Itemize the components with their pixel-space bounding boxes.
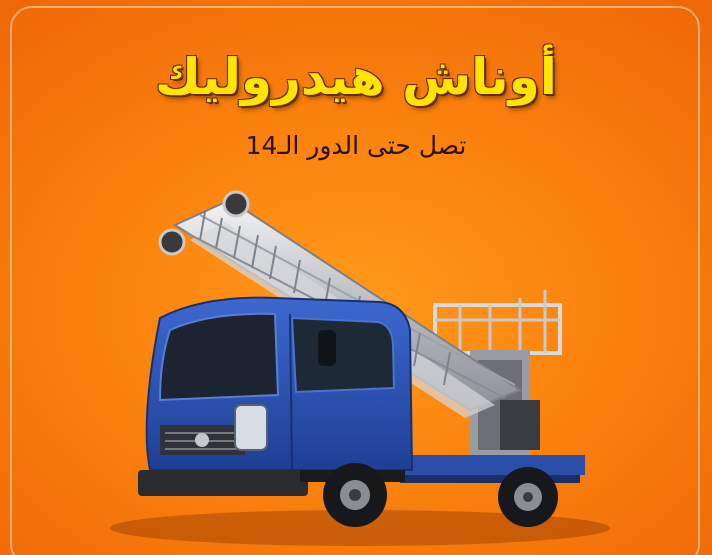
brand-badge [195,433,209,447]
truck-cab [138,298,412,496]
boom-wheel-left [160,230,184,254]
side-window [292,318,394,392]
rear-wheel [498,467,558,527]
headlight [235,405,267,450]
side-mirror [318,330,336,366]
platform-basket [435,290,560,353]
poster-title: أوناش هيدروليك [155,48,557,106]
front-bumper [138,470,308,496]
front-wheel [323,463,387,527]
boom-wheel-top [224,192,248,216]
poster-subtitle: تصل حتى الدور الـ14 [245,131,467,160]
windshield [160,314,278,400]
truck-bed [395,455,585,475]
